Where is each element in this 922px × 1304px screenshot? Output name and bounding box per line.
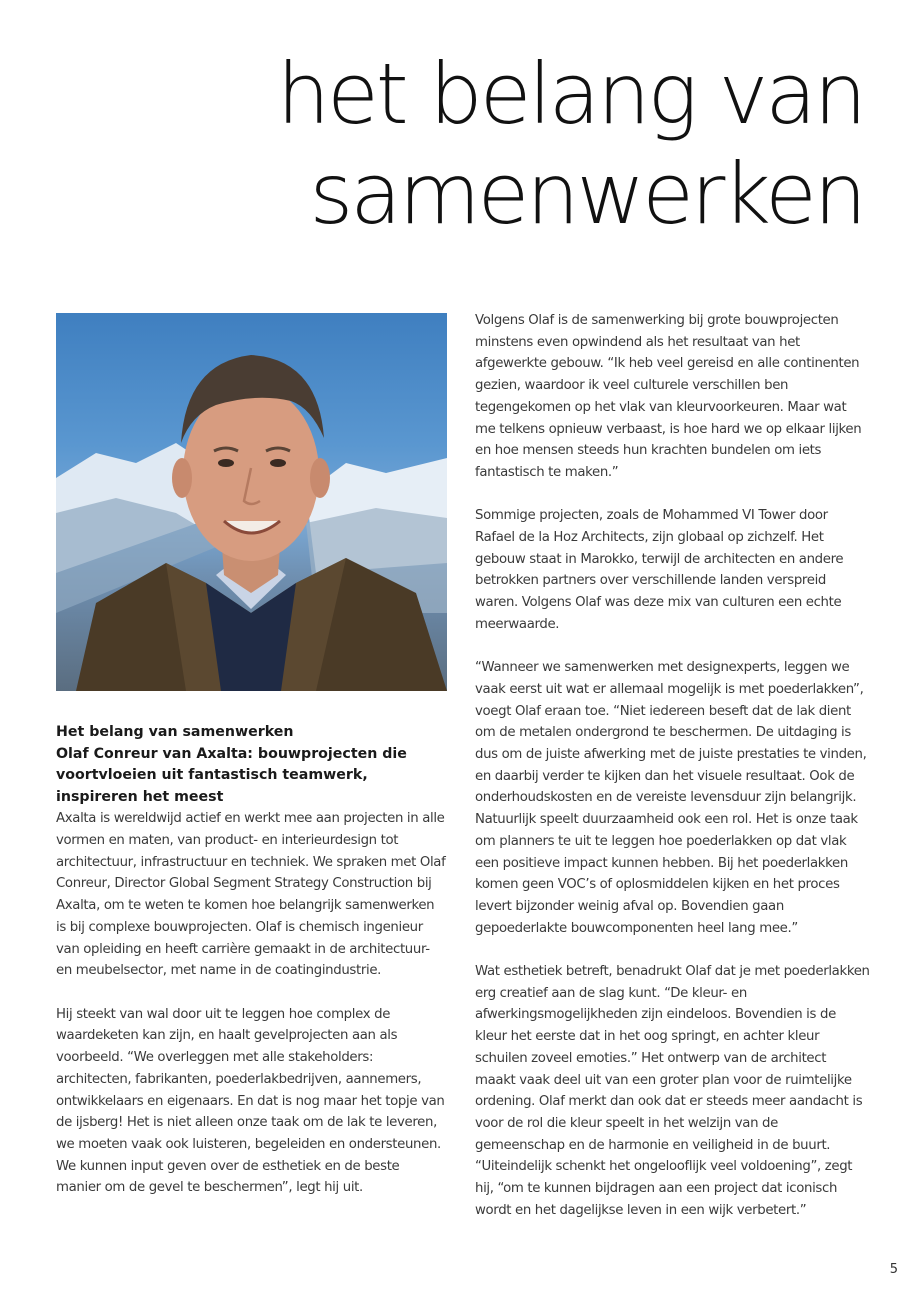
right-paragraph-3: “Wanneer we samenwerken met designexperts, leggen we vaak eerst uit wat er allemaal mogelijk is met poederlakken”, voegt Olaf eraan toe. “Niet iedereen beseft dat de lak dient om de metalen ondergrond te beschermen. De uitdaging is dus om de juiste afwerking met de juiste prestaties te vinden, en daarbij verder te kijken dan het visuele resultaat. Ook de onderhoudskosten en de vereiste levensduur zijn belangrijk. Natuurlijk speelt duurzaamheid ook een rol. Het is onze taak om planners te uit te leggen hoe poederlakken op dat vlak een positieve impact kunnen hebben. Bij het poederlakken komen geen VOC’s of oplosmiddelen kijken en het proces levert bijzonder weinig afval op. Bovendien gaan gepoederlakte bouwcomponenten heel lang mee.” [475, 660, 867, 936]
right-paragraph-1: Volgens Olaf is de samenwerking bij grote bouwprojecten minstens even opwindend als het resultaat van het afgewerkte gebouw. “Ik heb veel gereisd en alle continenten gezien, waardoor ik veel culturele verschillen ben tegengekomen op het vlak van kleurvoorkeuren. Maar wat me telkens opnieuw verbaast, is hoe hard we op elkaar lijken en hoe mensen steeds hun krachten bundelen om iets fantastisch te maken.” [475, 313, 862, 480]
right-column [475, 310, 870, 1221]
portrait-photo [56, 313, 447, 691]
page-title-line2: samenwerken [309, 145, 864, 243]
article-heading-title: Het belang van samenwerken [56, 724, 294, 740]
left-paragraph-2: Hij steekt van wal door uit te leggen hoe complex de waardeketen kan zijn, en haalt gevelprojecten aan als voorbeeld. “We overleggen met alle stakeholders: architecten, fabrikanten, poederlakbedrijven, aannemers, ontwikkelaars en eigenaars. En dat is nog maar het topje van de ijsberg! Het is niet alleen onze taak om de lak te leveren, we moeten vaak ook luisteren, begeleiden en ondersteunen. We kunnen input geven over de esthetiek en de beste manier om de gevel te beschermen”, legt hij uit. [56, 1006, 445, 1196]
left-paragraph-1: Axalta is wereldwijd actief en werkt mee aan projecten in alle vormen en maten, van product- en interieurdesign tot architectuur, infrastructuur en techniek. We spraken met Olaf Conreur, Director Global Segment Strategy Construction bij Axalta, om te weten te komen hoe belangrijk samenwerken is bij complexe bouwprojecten. Olaf is chemisch ingenieur van opleiding en heeft carrière gemaakt in de architectuur- en meubelsector, met name in de coatingindustrie. [56, 811, 446, 979]
page-title-line1: het belang van [276, 45, 864, 143]
article-heading-subtitle: Olaf Conreur van Axalta: bouwprojecten die voortvloeien uit fantastisch teamwerk, inspireren het meest [56, 745, 407, 805]
page-number: 5 [889, 1262, 898, 1277]
left-column [56, 722, 448, 1199]
right-paragraph-2: Sommige projecten, zoals de Mohammed VI Tower door Rafael de la Hoz Architects, zijn globaal op zichzelf. Het gebouw staat in Marokko, terwijl de architecten en andere betrokken partners over verschillende landen verspreid waren. Volgens Olaf was deze mix van culturen een echte meerwaarde. [475, 508, 844, 632]
portrait-illustration [56, 313, 447, 691]
page-title [277, 44, 864, 244]
right-paragraph-4: Wat esthetiek betreft, benadrukt Olaf dat je met poederlakken erg creatief aan de slag kunt. “De kleur- en afwerkingsmogelijkheden zijn eindeloos. Bovendien is de kleur het eerste dat in het oog springt, en achter kleur schuilen zoveel emoties.” Het ontwerp van de architect maakt vaak deel uit van een groter plan voor de ruimtelijke ordening. Olaf merkt dan ook dat er steeds meer aandacht is voor de rol die kleur speelt in het welzijn van de gemeenschap en de harmonie en veiligheid in de buurt. “Uiteindelijk schenkt het ongelooflijk veel voldoening”, zegt hij, “om te kunnen bijdragen aan een project dat iconisch wordt en het dagelijkse leven in een wijk verbetert.” [475, 964, 870, 1218]
article-heading [56, 722, 448, 808]
